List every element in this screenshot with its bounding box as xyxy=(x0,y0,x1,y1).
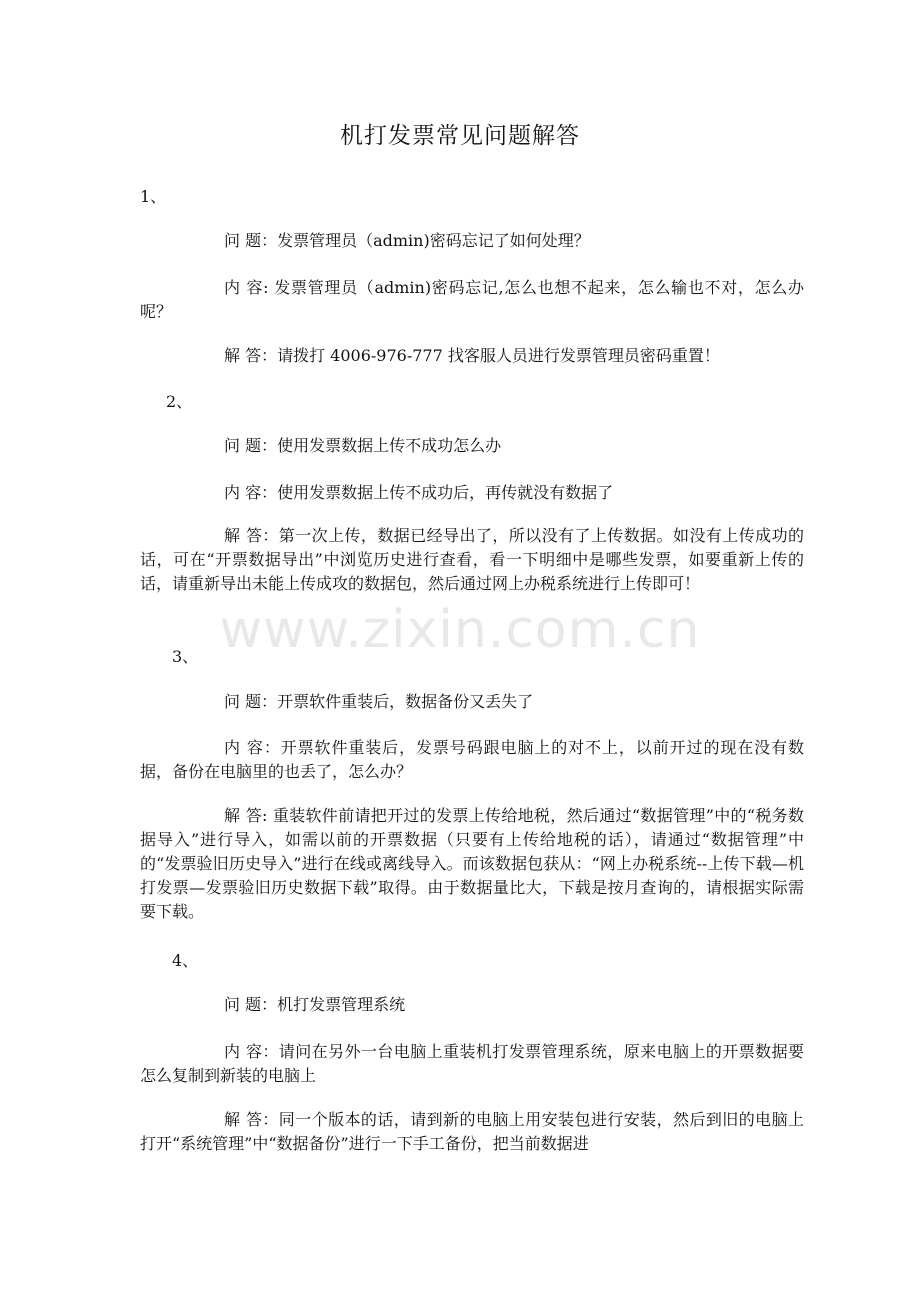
item-number-2: 2、 xyxy=(166,392,193,411)
item-3-question: 问 题：开票软件重装后，数据备份又丢失了 xyxy=(224,692,534,711)
item-4-answer: 解 答：同一个版本的话，请到新的电脑上用安装包进行安装，然后到旧的电脑上打开“系统管理”中“数据备份”进行一下手工备份，把当前数据进 xyxy=(140,1110,804,1153)
item-number-1: 1、 xyxy=(140,187,167,206)
item-1-content: 内 容: 发票管理员（admin)密码忘记,怎么也想不起来，怎么输也不对，怎么办呢？ xyxy=(140,278,804,321)
item-4-question: 问 题：机打发票管理系统 xyxy=(224,995,406,1014)
item-4-content: 内 容：请问在另外一台电脑上重装机打发票管理系统，原来电脑上的开票数据要怎么复制到新装的电脑上 xyxy=(140,1042,804,1085)
document-title: 机打发票常见问题解答 xyxy=(340,123,580,149)
watermark: www.zixin.com.cn xyxy=(219,600,701,660)
item-3-content: 内 容：开票软件重装后，发票号码跟电脑上的对不上，以前开过的现在没有数据，备份在电脑里的也丢了，怎么办？ xyxy=(140,738,804,781)
item-number-3: 3、 xyxy=(172,647,199,666)
item-2-content: 内 容：使用发票数据上传不成功后，再传就没有数据了 xyxy=(224,483,614,502)
item-3-answer: 解 答: 重装软件前请把开过的发票上传给地税，然后通过“数据管理”中的“税务数据导入”进行导入，如需以前的开票数据（只要有上传给地税的话），请通过“数据管理”中的“发票验旧历史导入”进行在线或离线导入。而该数据包获从：“网上办税系统--上传下载—机打发票—发票验旧历史数据下载”取得。由于数据量比大，下载是按月查询的，请根据实际需要下载。 xyxy=(140,806,804,921)
item-2-answer: 解 答：第一次上传，数据已经导出了，所以没有了上传数据。如没有上传成功的话，可在“开票数据导出”中浏览历史进行查看，看一下明细中是哪些发票，如要重新上传的话，请重新导出未能上传成攻的数据包，然后通过网上办税系统进行上传即可！ xyxy=(140,526,804,593)
item-2-question: 问 题：使用发票数据上传不成功怎么办 xyxy=(224,436,502,455)
item-number-4: 4、 xyxy=(172,951,199,970)
item-1-answer: 解 答：请拨打 4006-976-777 找客服人员进行发票管理员密码重置！ xyxy=(224,346,720,365)
item-1-question: 问 题：发票管理员（admin)密码忘记了如何处理？ xyxy=(224,231,590,250)
